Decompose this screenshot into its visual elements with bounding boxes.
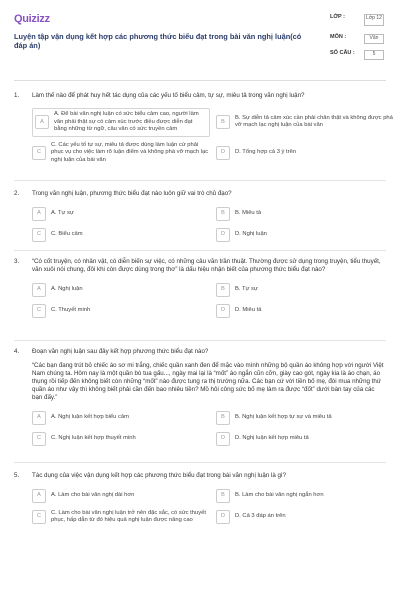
option-text: D. Cả 3 đáp án trên — [235, 513, 286, 520]
option-text: A. Nghị luận — [51, 286, 83, 293]
option-c[interactable] — [32, 303, 210, 319]
option-a[interactable] — [32, 206, 210, 222]
option-d[interactable] — [216, 431, 394, 447]
option-letter: D — [216, 432, 230, 446]
option-d[interactable] — [216, 227, 394, 243]
option-letter: C — [32, 510, 46, 524]
option-letter: C — [32, 146, 46, 160]
meta-value-count: 5 — [364, 50, 384, 60]
option-letter: B — [216, 283, 230, 297]
meta-label-subject: MÔN : — [330, 34, 347, 40]
question-divider — [14, 250, 386, 251]
option-text: A. Nghị luận kết hợp biểu cảm — [51, 414, 129, 421]
option-letter: C — [32, 432, 46, 446]
option-letter: A — [32, 411, 46, 425]
meta-row-count — [330, 50, 386, 63]
option-a[interactable] — [32, 410, 210, 426]
option-d[interactable] — [216, 509, 394, 525]
question-text: Trong văn nghị luận, phương thức biểu đạt nào luôn giữ vai trò chủ đạo? — [32, 190, 232, 197]
question-divider — [14, 180, 386, 181]
option-letter: A — [32, 207, 46, 221]
option-letter: A — [35, 115, 49, 129]
option-text: B. Sự diễn tả cảm xúc cần phải chân thật và không được phá vỡ mạch lạc nghị luận của bài văn — [235, 114, 393, 129]
option-text: C. Làm cho bài văn nghị luận trở nên đặc sắc, có sức thuyết phục, hấp dẫn từ đó hiệu quả nghị luận được nâng cao — [51, 509, 206, 523]
option-text: C. Thuyết minh — [51, 307, 91, 314]
question-passage: “Các bạn đang trút bỏ chiếc áo sơ mi trắng, chiếc quần xanh đen để mặc vào mình những bộ quần áo không hợp với người Việt Nam chúng ta. Hôm nay là một quần bò tua gấu..., ngày mai lại là “mốt” áo ngắn cũn cỡn, giày cao gót, ngày kia là áo chạn, áo thụng rồi tiếp đến không biết còn những “mốt” nào được tung ra thị trường nữa. Các bạn cứ vời tiền bố mẹ, đòi mua những thứ quần áo như vậy thì không biết phải cần đến bao nhiêu tiền? Mồ hôi công sức bố mẹ làm ra được “đốt” dưới bàn tay của các bạn đấy.” — [32, 362, 384, 401]
meta-label-grade: LỚP : — [330, 14, 345, 20]
option-text: C. Biểu cảm — [51, 231, 83, 238]
meta-value-subject: Văn — [364, 34, 384, 44]
option-a[interactable] — [32, 488, 210, 504]
question-3 — [14, 258, 386, 319]
answer-options — [14, 282, 386, 319]
quiz-meta — [330, 14, 386, 63]
option-c[interactable] — [32, 509, 210, 525]
option-b[interactable] — [216, 282, 394, 298]
option-letter: B — [216, 489, 230, 503]
option-c[interactable] — [32, 227, 210, 243]
quiz-title: Luyện tập vận dụng kết hợp các phương thức biểu đạt trong bài văn nghị luận(có đáp án) — [14, 32, 302, 50]
option-text: B. Nghị luận kết hợp tự sự và miêu tả — [235, 414, 332, 421]
quizizz-logo: Quizizz — [14, 13, 50, 25]
option-text: D. Tổng hợp cả 3 ý trên — [235, 149, 297, 155]
option-letter: A — [32, 283, 46, 297]
option-a[interactable] — [32, 108, 210, 137]
option-text: B. Miêu tả — [235, 210, 262, 217]
question-number: 4. — [14, 348, 20, 355]
question-1 — [14, 92, 393, 164]
option-letter: A — [32, 489, 46, 503]
option-c[interactable] — [32, 431, 210, 447]
worksheet-header — [14, 12, 386, 63]
question-number: 3. — [14, 258, 20, 265]
question-number: 2. — [14, 190, 20, 197]
option-b[interactable] — [216, 488, 394, 504]
question-5 — [14, 472, 386, 525]
question-text: “Có cốt truyện, có nhân vật, có diễn biến sự việc, có những câu văn trần thuật. Thường được sử dụng trong truyện, tiểu thuyết, văn xuôi nói chung, đôi khi còn được dùng trong thơ” là dấu hiệu nhận biết của phương thức biểu đạt nào? — [32, 258, 381, 273]
answer-options — [14, 488, 386, 525]
option-letter: B — [216, 207, 230, 221]
option-a[interactable] — [32, 282, 210, 298]
option-text: C. Nghị luận kết hợp thuyết minh — [51, 435, 136, 442]
question-text: Làm thế nào để phát huy hết tác dụng của các yếu tố biểu cảm, tự sự, miêu tả trong văn nghị luận? — [32, 92, 305, 99]
option-text: D. Nghị luận — [235, 231, 267, 238]
question-text: Đoạn văn nghị luận sau đây kết hợp phương thức biểu đạt nào? — [32, 348, 209, 355]
option-letter: D — [216, 146, 230, 160]
question-number: 1. — [14, 92, 20, 99]
option-text: A. Để bài văn nghị luận có sức biểu cảm cao, người làm văn phải thật sự có cảm xúc trước điều được diễn đạt bằng những từ ngữ, câu văn có sức truyền cảm — [54, 111, 199, 132]
option-letter: D — [216, 510, 230, 524]
option-text: D. Miêu tả — [235, 307, 262, 314]
meta-value-grade: Lớp 12 — [364, 14, 384, 26]
option-d[interactable] — [216, 303, 394, 319]
answer-options — [14, 206, 386, 243]
option-letter: C — [32, 304, 46, 318]
question-text: Tác dụng của việc vận dụng kết hợp các phương thức biểu đạt trong bài văn nghị luận là gì? — [32, 472, 287, 479]
option-letter: B — [216, 115, 230, 129]
option-b[interactable] — [216, 410, 394, 426]
option-d[interactable] — [216, 142, 394, 165]
option-text: A. Làm cho bài văn nghị dài hơn — [51, 492, 135, 499]
answer-options — [14, 410, 386, 447]
question-2 — [14, 190, 386, 243]
option-c[interactable] — [32, 142, 210, 165]
option-text: D. Nghị luận kết hợp miêu tả — [235, 435, 309, 442]
meta-label-count: SỐ CÂU : — [330, 50, 355, 56]
question-divider — [14, 462, 386, 463]
question-number: 5. — [14, 472, 20, 479]
question-divider — [14, 340, 386, 341]
option-text: B. Làm cho bài văn nghị ngắn hơn — [235, 492, 324, 499]
option-letter: C — [32, 228, 46, 242]
header-divider — [14, 80, 386, 81]
option-letter: D — [216, 304, 230, 318]
question-4 — [14, 348, 386, 447]
option-text: A. Tự sự — [51, 210, 74, 217]
option-b[interactable] — [216, 206, 394, 222]
answer-options — [14, 108, 393, 164]
option-text: B. Tự sự — [235, 286, 258, 293]
option-letter: B — [216, 411, 230, 425]
meta-row-subject — [330, 34, 386, 50]
option-letter: D — [216, 228, 230, 242]
meta-row-grade — [330, 14, 386, 34]
option-b[interactable] — [216, 108, 394, 137]
option-text: C. Các yếu tố tự sự, miêu tả được dùng làm luận cứ phải phục vụ cho việc làm rõ luận điểm và không phá vỡ mạch lạc nghị luận của bài văn — [51, 141, 209, 163]
